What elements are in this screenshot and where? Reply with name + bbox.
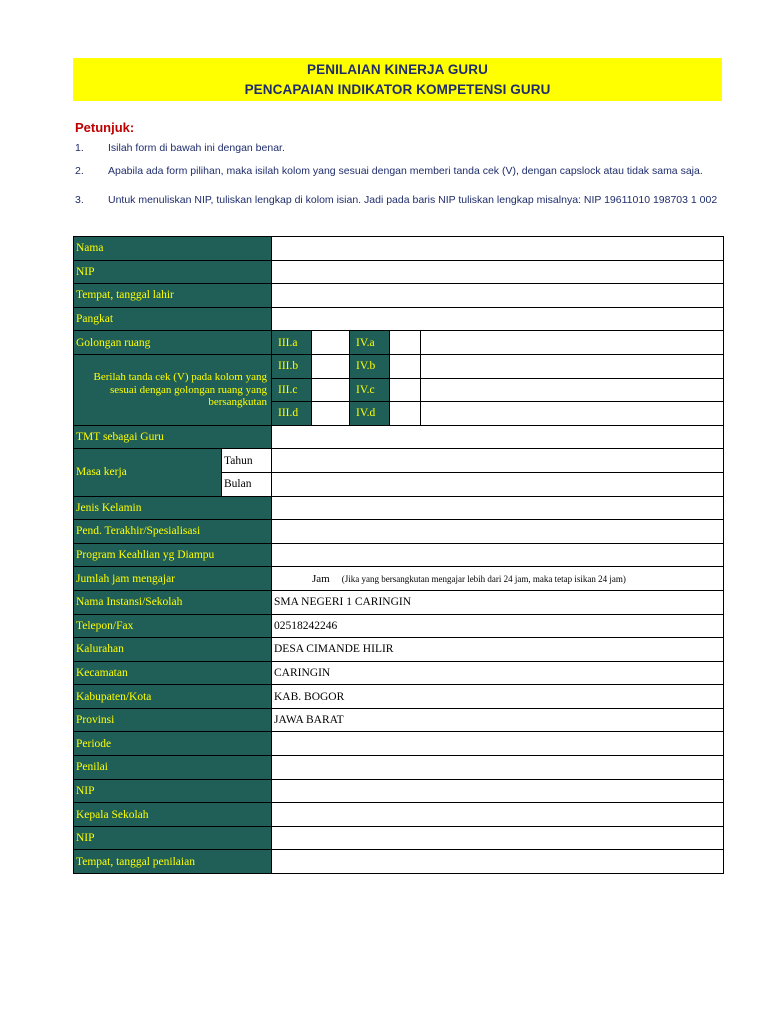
form-row-pendidikan bbox=[74, 520, 724, 544]
form-subtitle: PENCAPAIAN INDIKATOR KOMPETENSI GURU bbox=[244, 82, 551, 97]
form-row-provinsi bbox=[74, 708, 724, 732]
form-row-kecamatan bbox=[74, 661, 724, 685]
golongan-checkbox[interactable] bbox=[390, 331, 421, 355]
instruction-number: 1. bbox=[75, 142, 84, 154]
nip-penilai-field[interactable] bbox=[272, 779, 724, 803]
kelurahan-field[interactable]: DESA CIMANDE HILIR bbox=[272, 638, 724, 662]
golongan-checkbox[interactable] bbox=[390, 378, 421, 402]
form-row-telepon bbox=[74, 614, 724, 638]
form-row-jam bbox=[74, 567, 724, 591]
instructions-heading: Petunjuk: bbox=[75, 120, 135, 135]
nama-label: Nama bbox=[74, 237, 272, 261]
golongan-option-label: III.a bbox=[272, 331, 312, 355]
form-row-golongan bbox=[74, 354, 724, 378]
jam-note: (Jika yang bersangkutan mengajar lebih dari 24 jam, maka tetap isikan 24 jam) bbox=[341, 573, 626, 584]
form-row-nip-kepala bbox=[74, 826, 724, 850]
periode-field[interactable] bbox=[272, 732, 724, 756]
instruction-text: Isilah form di bawah ini dengan benar. bbox=[108, 142, 285, 154]
kabupaten-label: Kabupaten/Kota bbox=[74, 685, 272, 709]
pendidikan-label: Pend. Terakhir/Spesialisasi bbox=[74, 520, 272, 544]
jam-unit: Jam bbox=[312, 572, 330, 585]
pangkat-field[interactable] bbox=[272, 307, 724, 331]
instruction-number: 3. bbox=[75, 194, 84, 206]
ttl-label: Tempat, tanggal lahir bbox=[74, 284, 272, 308]
teacher-data-form bbox=[73, 236, 724, 874]
form-row-periode bbox=[74, 732, 724, 756]
jenis-kelamin-label: Jenis Kelamin bbox=[74, 496, 272, 520]
form-row-nip-penilai bbox=[74, 779, 724, 803]
golongan-hint: Berilah tanda cek (V) pada kolom yang sesuai dengan golongan ruang yang bersangkutan bbox=[74, 354, 272, 425]
kelurahan-label: Kalurahan bbox=[74, 638, 272, 662]
instruction-item bbox=[75, 142, 723, 155]
masa-kerja-label: Masa kerja bbox=[74, 449, 222, 496]
periode-label: Periode bbox=[74, 732, 272, 756]
golongan-label: Golongan ruang bbox=[74, 331, 272, 355]
kepala-sekolah-label: Kepala Sekolah bbox=[74, 803, 272, 827]
tmt-label: TMT sebagai Guru bbox=[74, 425, 272, 449]
golongan-checkbox[interactable] bbox=[312, 402, 350, 426]
form-row-golongan bbox=[74, 331, 724, 355]
form-row-kelurahan bbox=[74, 638, 724, 662]
tahun-label: Tahun bbox=[222, 449, 272, 473]
nama-field[interactable] bbox=[272, 237, 724, 261]
instruction-item bbox=[75, 194, 723, 207]
golongan-empty-cell bbox=[421, 331, 724, 355]
golongan-empty-cell bbox=[421, 378, 724, 402]
tmt-field[interactable] bbox=[272, 425, 724, 449]
tahun-field[interactable] bbox=[272, 449, 724, 473]
golongan-checkbox[interactable] bbox=[312, 378, 350, 402]
form-row-masa-kerja bbox=[74, 449, 724, 473]
form-row-instansi bbox=[74, 590, 724, 614]
bulan-label: Bulan bbox=[222, 472, 272, 496]
form-row-jenis-kelamin bbox=[74, 496, 724, 520]
jam-label: Jumlah jam mengajar bbox=[74, 567, 272, 591]
nip-kepala-field[interactable] bbox=[272, 826, 724, 850]
nip-kepala-label: NIP bbox=[74, 826, 272, 850]
form-title: PENILAIAN KINERJA GURU bbox=[307, 62, 488, 77]
golongan-empty-cell bbox=[421, 402, 724, 426]
telepon-field[interactable]: 02518242246 bbox=[272, 614, 724, 638]
jam-field[interactable] bbox=[272, 567, 724, 591]
form-row-ttl bbox=[74, 284, 724, 308]
nip-label: NIP bbox=[74, 260, 272, 284]
form-row-kabupaten bbox=[74, 685, 724, 709]
form-row-tmt bbox=[74, 425, 724, 449]
tempat-penilaian-field[interactable] bbox=[272, 850, 724, 874]
instansi-label: Nama Instansi/Sekolah bbox=[74, 590, 272, 614]
bulan-field[interactable] bbox=[272, 472, 724, 496]
golongan-option-label: IV.d bbox=[350, 402, 390, 426]
instruction-item bbox=[75, 165, 723, 178]
instruction-text: Untuk menuliskan NIP, tuliskan lengkap di kolom isian. Jadi pada baris NIP tuliskan lengkap misalnya: NIP 19611010 198703 1 002 bbox=[108, 194, 718, 206]
kecamatan-label: Kecamatan bbox=[74, 661, 272, 685]
form-row-program bbox=[74, 543, 724, 567]
penilai-field[interactable] bbox=[272, 756, 724, 780]
golongan-checkbox[interactable] bbox=[390, 402, 421, 426]
form-row-pangkat bbox=[74, 307, 724, 331]
golongan-checkbox[interactable] bbox=[312, 331, 350, 355]
form-row-nama bbox=[74, 237, 724, 261]
form-title-banner bbox=[73, 58, 722, 101]
golongan-empty-cell bbox=[421, 354, 724, 378]
form-row-penilai bbox=[74, 756, 724, 780]
golongan-checkbox[interactable] bbox=[312, 354, 350, 378]
golongan-option-label: IV.c bbox=[350, 378, 390, 402]
instruction-number: 2. bbox=[75, 165, 84, 177]
kecamatan-field[interactable]: CARINGIN bbox=[272, 661, 724, 685]
form-row-tempat-penilaian bbox=[74, 850, 724, 874]
golongan-option-label: IV.b bbox=[350, 354, 390, 378]
nip-penilai-label: NIP bbox=[74, 779, 272, 803]
provinsi-label: Provinsi bbox=[74, 708, 272, 732]
ttl-field[interactable] bbox=[272, 284, 724, 308]
instruction-text: Apabila ada form pilihan, maka isilah kolom yang sesuai dengan memberi tanda cek (V), dengan capslock atau tidak sama saja. bbox=[108, 165, 703, 177]
golongan-option-label: III.b bbox=[272, 354, 312, 378]
form-row-nip bbox=[74, 260, 724, 284]
program-field[interactable] bbox=[272, 543, 724, 567]
jenis-kelamin-field[interactable] bbox=[272, 496, 724, 520]
golongan-option-label: III.c bbox=[272, 378, 312, 402]
golongan-option-label: III.d bbox=[272, 402, 312, 426]
nip-field[interactable] bbox=[272, 260, 724, 284]
form-row-kepala bbox=[74, 803, 724, 827]
provinsi-field[interactable]: JAWA BARAT bbox=[272, 708, 724, 732]
pendidikan-field[interactable] bbox=[272, 520, 724, 544]
kabupaten-field[interactable]: KAB. BOGOR bbox=[272, 685, 724, 709]
instansi-field[interactable]: SMA NEGERI 1 CARINGIN bbox=[272, 590, 724, 614]
penilai-label: Penilai bbox=[74, 756, 272, 780]
pangkat-label: Pangkat bbox=[74, 307, 272, 331]
kepala-sekolah-field[interactable] bbox=[272, 803, 724, 827]
tempat-penilaian-label: Tempat, tanggal penilaian bbox=[74, 850, 272, 874]
golongan-checkbox[interactable] bbox=[390, 354, 421, 378]
telepon-label: Telepon/Fax bbox=[74, 614, 272, 638]
golongan-option-label: IV.a bbox=[350, 331, 390, 355]
program-label: Program Keahlian yg Diampu bbox=[74, 543, 272, 567]
